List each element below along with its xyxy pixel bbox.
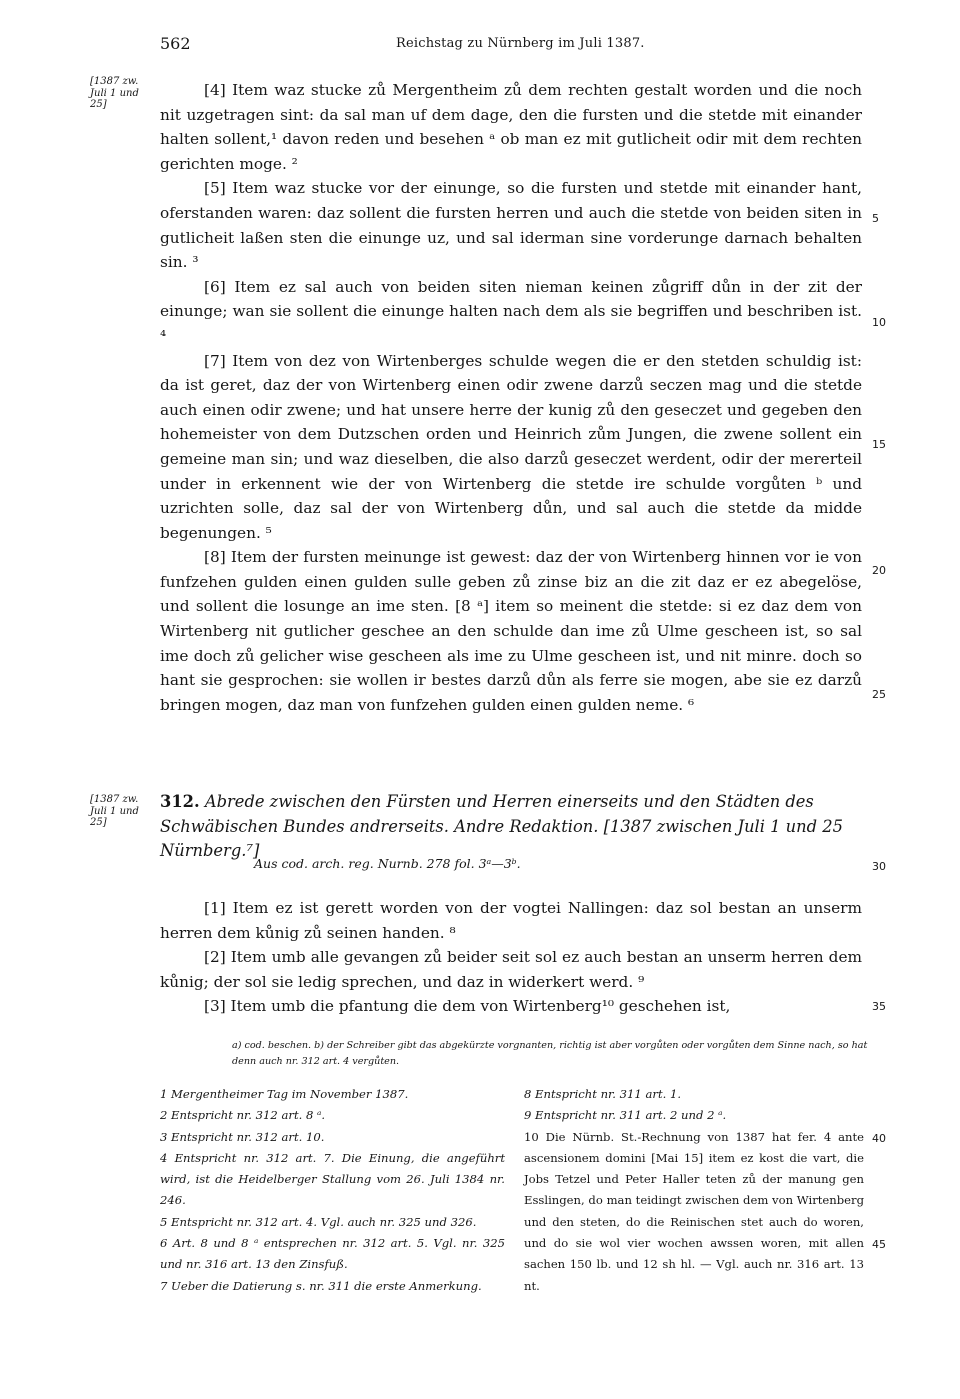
line-number: 10 — [872, 316, 886, 329]
footnote: 7 Ueber die Datierung s. nr. 311 die erste Anmerkung. — [160, 1278, 482, 1293]
footnote: 4 Entspricht nr. 312 art. 7. Die Einung, die angeführt wird, ist die Heidelberger Stallung vom 26. Juli 1384 nr. 246. — [160, 1150, 505, 1208]
footnotes-left-column — [160, 1084, 505, 1297]
main-text-top — [160, 78, 862, 717]
footnote: 9 Entspricht nr. 311 art. 2 und 2 ᵃ. — [524, 1108, 727, 1123]
document-heading — [160, 790, 868, 864]
paragraph-1: [1] Item ez ist gerett worden von der vogtei Nallingen: daz sol bestan an unserm herren dem kůnig zů seinen handen. ⁸ — [160, 899, 862, 942]
margin-date-note: [1387 zw. Juli 1 und 25] — [90, 794, 139, 828]
page-header — [160, 34, 860, 58]
paragraph-6: [6] Item ez sal auch von beiden siten nieman keinen zůgriff důn in der zit der einunge; wan sie sollent die einunge halten nach dem als sie begriffen und beschriben ist. ⁴ — [160, 277, 862, 345]
source-line: Aus cod. arch. reg. Nurnb. 278 fol. 3ᵃ—3ᵇ. — [254, 856, 521, 871]
paragraph-7: [7] Item von dez von Wirtenberges schulde wegen die er den stetden schuldig ist: da ist geret, daz der von Wirtenberg einen odir zwene darzů seczen mag und die stetde auch einen odir zwene; und hat unsere herre der kunig zů den geseczet und gegeben den hohemeister von dem Dutzschen orden und Heinrich zům Jungen, die zwene sollent ein gemeine man sin; und waz dieselben, die also darzů geseczet werdent, odir der mererteil under in erkennent wie der von Wirtenberg die stetde ire schulde vorgůten ᵇ und uzrichten solle, daz sal der von Wirtenberg důn, und sal auch die stetde da midde begenungen. ⁵ — [160, 351, 862, 542]
paragraph-8: [8] Item der fursten meinunge ist gewest: daz der von Wirtenberg hinnen vor ie von funfzehen gulden einen gulden sulle geben zů zinse biz an die zit daz er ez abegelöse, und sollent die losunge an ime sten. [8 ᵃ] item so meinent die stetde: si ez daz dem von Wirtenberg nit gutlicher geschee an den schulde dan ime zů Ulme gescheen ist, so sal ime doch zů gelicher wise gescheen als ime zu Ulme gescheen ist, und nit minre. doch so hant sie gesprochen: sie wollen ir bestes darzů důn als ferre sie mogen, abe sie ez darzů bringen mogen, daz man von funfzehen gulden einen gulden neme. ⁶ — [160, 548, 862, 714]
footnote: 2 Entspricht nr. 312 art. 8 ᵃ. — [160, 1108, 326, 1123]
footnotes-right-column — [524, 1084, 864, 1297]
document-title: Abrede zwischen den Fürsten und Herren einerseits und den Städten des Schwäbischen Bundes andrerseits. Andre Redaktion. [1387 zwischen Juli 1 und 25 Nürnberg.⁷] — [160, 792, 843, 860]
line-number: 5 — [872, 212, 879, 225]
footnote: 10 Die Nürnb. St.-Rechnung von 1387 hat fer. 4 ante ascensionem domini [Mai 15] item ez kost die vart, die Jobs Tetzel und Peter Haller teten zů der manung gen Esslingen, do man teidingt zwischen dem von Wirtenberg und den steten, do die Reinischen stet auch do woren, und do sie wol vier wochen awssen woren, mit allen sachen 150 lb. und 12 sh hl. — Vgl. auch nr. 316 art. 13 nt. — [524, 1129, 864, 1293]
page-number: 562 — [160, 34, 191, 53]
critical-apparatus: a) cod. beschen. b) der Schreiber gibt das abgekürzte vorgnanten, richtig ist aber vorgůten oder vorgůten dem Sinne nach, so hat denn auch nr. 312 art. 4 vergůten. — [232, 1040, 868, 1067]
line-number: 20 — [872, 564, 886, 577]
footnote: 5 Entspricht nr. 312 art. 4. Vgl. auch nr. 325 und 326. — [160, 1214, 477, 1229]
main-text-bottom — [160, 896, 862, 1019]
footnote: 8 Entspricht nr. 311 art. 1. — [524, 1087, 682, 1101]
document-number: 312. — [160, 792, 200, 811]
running-title: Reichstag zu Nürnberg im Juli 1387. — [396, 36, 645, 51]
footnote: 3 Entspricht nr. 312 art. 10. — [160, 1129, 325, 1144]
paragraph-5: [5] Item waz stucke vor der einunge, so die fursten und stetde mit einander hant, oferstanden waren: daz sollent die fursten herren und auch die stetde von beiden siten in gutlicheit laßen sten die einunge uz, und sal iderman sine vorderunge darnach behalten sin. ³ — [160, 179, 862, 272]
footnote: 6 Art. 8 und 8 ᵃ entsprechen nr. 312 art. 5. Vgl. nr. 325 und nr. 316 art. 13 den Zinsfuß. — [160, 1236, 505, 1272]
paragraph-2: [2] Item umb alle gevangen zů beider seit sol ez auch bestan an unserm herren dem kůnig; der sol sie ledig sprechen, und daz in widerkert werd. ⁹ — [160, 948, 862, 991]
line-number: 35 — [872, 1000, 886, 1013]
line-number: 45 — [872, 1238, 886, 1251]
line-number: 25 — [872, 688, 886, 701]
line-number: 30 — [872, 860, 886, 873]
paragraph-4: [4] Item waz stucke zů Mergentheim zů dem rechten gestalt worden und die noch nit uzgetragen sint: da sal man uf dem dage, den die fursten und die stetde mit einander halten sollent,¹ davon reden und besehen ᵃ ob man ez mit gutlicheit odir mit dem rechten gerichten moge. ² — [160, 81, 862, 173]
paragraph-3: [3] Item umb die pfantung die dem von Wirtenberg¹⁰ geschehen ist, — [204, 997, 731, 1016]
line-number: 40 — [872, 1132, 886, 1145]
footnote: 1 Mergentheimer Tag im November 1387. — [160, 1087, 409, 1101]
line-number: 15 — [872, 438, 886, 451]
margin-date-note: [1387 zw. Juli 1 und 25] — [90, 76, 139, 110]
